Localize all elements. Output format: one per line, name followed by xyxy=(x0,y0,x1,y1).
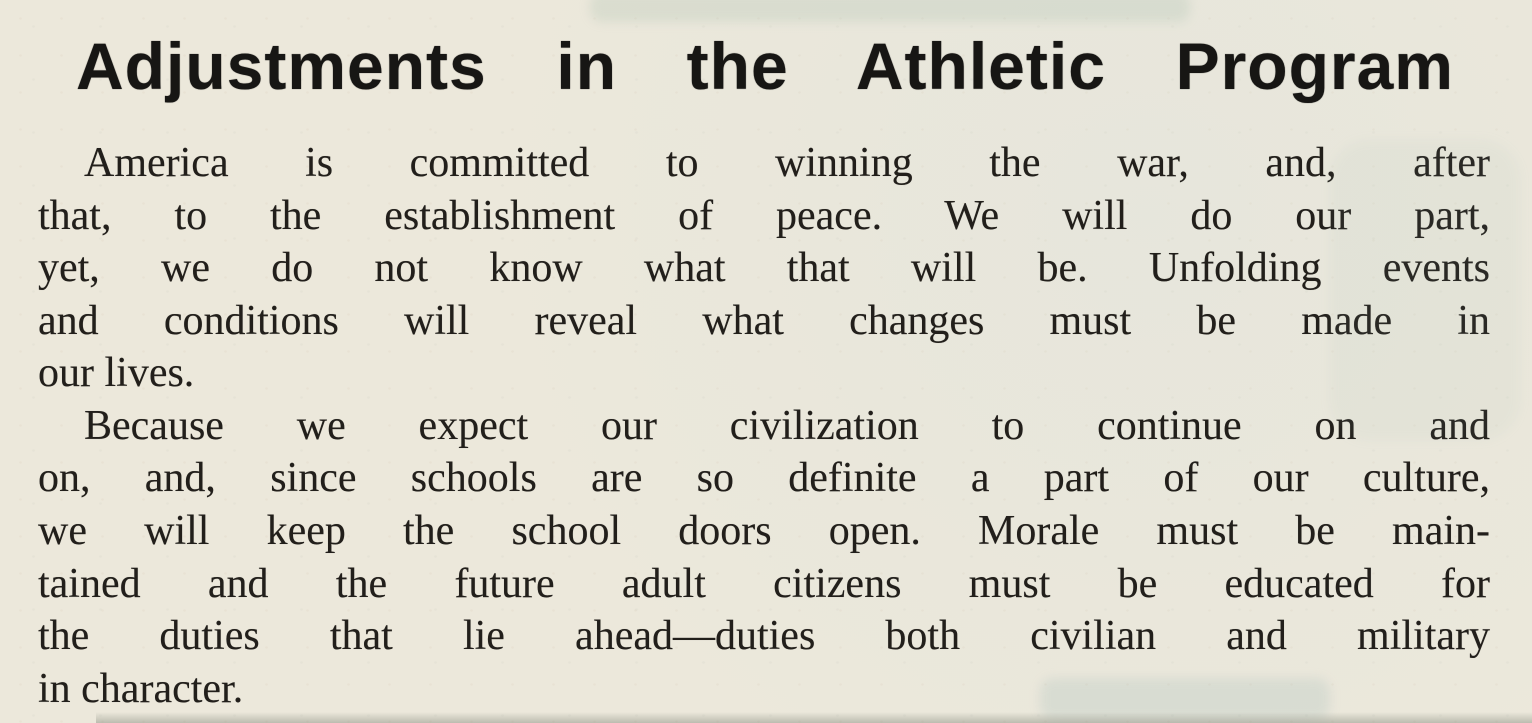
text-line: we will keep the school doors open. Morale must be main- xyxy=(38,508,1490,555)
text-line: and conditions will reveal what changes must be made in xyxy=(38,297,1490,344)
article-body xyxy=(38,137,1490,716)
paragraph-1 xyxy=(38,137,1490,400)
paragraph-2 xyxy=(38,400,1490,716)
text-line: Because we expect our civilization to continue on and xyxy=(84,402,1490,449)
text-line: on, and, since schools are so definite a part of our culture, xyxy=(38,455,1490,502)
text-line: yet, we do not know what that will be. Unfolding events xyxy=(38,245,1490,292)
text-line: the duties that lie ahead—duties both civilian and military xyxy=(38,613,1490,660)
text-line: America is committed to winning the war, and, after xyxy=(84,139,1490,186)
text-line: in character. xyxy=(38,665,244,712)
text-line: tained and the future adult citizens must be educated for xyxy=(38,560,1490,607)
text-line: our lives. xyxy=(38,350,195,397)
page-showthrough-top xyxy=(590,0,1190,22)
text-line: that, to the establishment of peace. We will do our part, xyxy=(38,192,1490,239)
article-title: Adjustments in the Athletic Program xyxy=(76,29,1454,103)
